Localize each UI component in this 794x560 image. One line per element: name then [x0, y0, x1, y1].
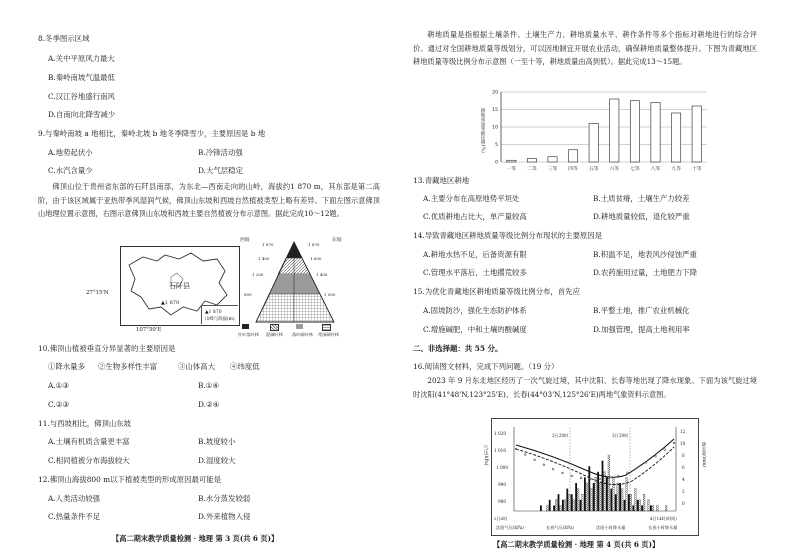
- shenyang-precip-bar: [580, 500, 582, 511]
- changchun-precip-bar: [656, 505, 658, 511]
- changchun-precip-bar: [639, 500, 641, 511]
- shenyang-precip-bar: [540, 505, 542, 511]
- changchun-pressure-marker: [580, 477, 582, 479]
- changchun-precip-bar: [582, 494, 584, 511]
- shenyang-pressure-line: [516, 439, 674, 477]
- vegetation-pyramid: 西坡 东坡 1 870 1 400 1 200 800 1 870 1 600 1 400 1 000 针叶落叶林 混阔叶林 落叶阔叶林 常绿阔叶林: [236, 236, 352, 340]
- right-page: [397, 0, 794, 560]
- bar-5: [589, 124, 598, 163]
- bar-10: [692, 106, 701, 162]
- shenyang-precip-bar: [624, 500, 626, 511]
- weather-left-axis-label: 气压(hPa): [483, 445, 488, 466]
- date-label-2-20: 2日20时: [552, 433, 569, 438]
- changchun-precip-bar: [630, 494, 632, 511]
- q16-material: 2023 年 9 月东北地区经历了一次气旋过境，其中沈阳、长春等地出现了降水现象。下面为该气旋过境时沈阳(41°48'N,123°25'E)、长春(44°03'N,125°26'E)两地气象资料示意图。: [413, 376, 757, 399]
- bar-3: [548, 157, 557, 162]
- date-label-start: 2日8时: [494, 516, 508, 521]
- shenyang-precip-bar: [593, 483, 595, 511]
- q8-option-a: A.关中平原风力最大: [48, 54, 115, 63]
- q11-stem: 11.与西坡相比，佛顶山东坡: [38, 419, 132, 428]
- bar-8: [651, 103, 660, 163]
- date-label-4-14: 4日14时(时间): [650, 516, 677, 521]
- q12-option-c: C.热量条件不足: [48, 512, 101, 521]
- shenyang-precip-bar: [597, 472, 599, 511]
- bar-chart-category-label: 九等: [671, 167, 681, 172]
- shenyang-precip-bar: [558, 494, 560, 511]
- changchun-precip-bar: [643, 494, 645, 511]
- q14-option-d: D.农药施用过量，土地肥力下降: [593, 268, 698, 277]
- changchun-pressure-marker: [534, 459, 536, 461]
- bar-chart-category-label: 六等: [609, 167, 620, 172]
- q11-option-c: C.相同植被分布海拔较大: [48, 456, 130, 465]
- weather-right-axis-label: 降水量(mm): [701, 442, 706, 467]
- changchun-precip-bar: [573, 500, 575, 511]
- bar-chart-category-label: 一等: [506, 167, 517, 172]
- changchun-pressure-marker: [608, 477, 610, 479]
- q10-factor-4: ④纬度低: [230, 362, 260, 371]
- changchun-pressure-marker: [524, 454, 526, 456]
- bar-chart-ytick: 5: [495, 143, 498, 149]
- changchun-precip-bar: [546, 505, 548, 511]
- latitude-label: 27°15'N: [86, 290, 109, 296]
- location-map: [120, 246, 240, 326]
- changchun-precip-bar: [608, 455, 610, 511]
- weather-chart-frame: 1 020 1 010 1 000 990 980 12 10 8 6 4 2 0 2日20时 3日20时 4日14时(时间) 2日8时 沈阳气压(hPa) 长春气压(hPa) 沈阳小时降水量 长春小时降水量: [491, 418, 699, 536]
- legend-changchun-precip: 长春小时降水量: [648, 525, 678, 530]
- legend-changchun-pressure: 长春气压(hPa): [546, 525, 574, 530]
- changchun-pressure-marker: [543, 464, 545, 466]
- bar-chart-category-label: 三等: [547, 167, 558, 172]
- shenyang-precip-bar: [602, 461, 604, 511]
- shenyang-precip-bar: [606, 477, 608, 511]
- changchun-pressure-marker: [571, 475, 573, 477]
- q14-option-a: A.耕地水热不足，后备资源有限: [423, 250, 527, 259]
- shenyang-precip-bar: [615, 494, 617, 511]
- shenyang-precip-bar: [575, 483, 577, 511]
- bar-9: [671, 113, 680, 162]
- q13-stem: 13.青藏地区耕地: [413, 176, 470, 185]
- changchun-pressure-marker: [515, 448, 517, 450]
- q15-option-d: D.加强管理，提高土地利用率: [593, 325, 690, 334]
- changchun-pressure-marker: [627, 472, 629, 474]
- q8-option-b: B.秦岭南坡气温最低: [48, 73, 115, 82]
- farmland-quality-bar-chart: [477, 86, 717, 176]
- q10-option-d: D.②④: [198, 400, 220, 409]
- changchun-precip-bar: [648, 500, 650, 511]
- bar-chart-category-label: 四等: [568, 167, 578, 172]
- q14-option-c: C.管理水平落后，土地撂荒较多: [423, 268, 527, 277]
- bar-chart-ytick: 20: [492, 90, 498, 96]
- shenyang-precip-bar: [566, 489, 568, 511]
- q10-option-b: B.①④: [198, 381, 220, 390]
- shenyang-precip-bar: [571, 494, 573, 511]
- q15-option-a: A.固坡防沙，强化生态防护体系: [423, 306, 527, 315]
- shenyang-precip-bar: [628, 494, 630, 511]
- bar-chart-ylabel: 耕地质量等级比例(%): [480, 108, 485, 153]
- shenyang-precip-bar: [584, 477, 586, 511]
- changchun-precip-bar: [555, 500, 557, 511]
- shenyang-precip-bar: [610, 489, 612, 511]
- changchun-pressure-marker: [645, 461, 647, 463]
- q14-stem: 14.导致青藏地区耕地质量等级比例分布现状的主要原因是: [413, 231, 603, 240]
- changchun-precip-bar: [586, 483, 588, 511]
- q9-option-c: C.水汽含量少: [48, 166, 93, 175]
- shenyang-precip-bar: [588, 466, 590, 511]
- q15-stem: 15.为优化青藏地区耕地质量等级比例分布，首先应: [413, 287, 580, 296]
- legend-shenyang-pressure: 沈阳气压(hPa): [496, 525, 524, 530]
- changchun-precip-bar: [612, 477, 614, 511]
- q10-factor-1: ①降水量多: [48, 362, 85, 371]
- passage-farmland: 耕地质量是指根据土壤条件、土壤生产力、耕地质量水平、耕作条件等多个指标对耕地进行的综合评价。通过对全国耕地质量等级划分，可以因地制宜开展农业活动，确保耕地质量整体提升。下图为青藏地区耕地质量等级比例分布示意图（一至十等，耕地质量由高到低）。据此完成13～15题。: [413, 30, 757, 66]
- pyramid-west-label: 西坡: [240, 238, 250, 243]
- changchun-pressure-marker: [664, 449, 666, 451]
- q16-stem: 16.阅读图文材料，完成下列问题。（19 分）: [413, 362, 559, 371]
- q11-option-b: B.坡度较小: [198, 437, 236, 446]
- changchun-pressure-marker: [673, 442, 675, 444]
- changchun-precip-bar: [590, 489, 592, 511]
- shenyang-precip-bar: [619, 483, 621, 511]
- q12-option-d: D.外来植物入侵: [198, 512, 251, 521]
- q11-option-a: A.土壤有机质含量更丰富: [48, 437, 130, 446]
- passage-foding-mountain: 佛顶山位于贵州省东部的石阡县南部，为东北—西南走向的山岭，海拔约1 870 m，其东部是第二高阶，由于该区域属于亚热带季风湿润气候，佛顶山东坡和西坡自然植被类型上略有差异。下面左图示意佛顶山地理位置示意图，右图示意佛顶山东坡和西坡主要自然植被分布示意图。据此完成10～12题。: [38, 182, 380, 218]
- q13-option-c: C.优质耕地占比大，单产量较高: [423, 212, 527, 221]
- section-two-heading: 二、非选择题：共 55 分。: [413, 344, 503, 353]
- q12-option-a: A.人类活动较强: [48, 494, 101, 503]
- map-legend: ▲1 870 山峰与海拔(m): [201, 305, 238, 324]
- shenyang-precip-bar: [632, 505, 634, 511]
- q12-stem: 12.佛顶山海拔800 m以下植被类型的形成原因最可能是: [38, 475, 222, 484]
- q14-option-b: B.积温不足，地表风沙侵蚀严重: [593, 250, 697, 259]
- shenyang-precip-bar: [553, 505, 555, 511]
- shenyang-precip-bar: [637, 500, 639, 511]
- shenyang-precip-bar: [562, 500, 564, 511]
- changchun-precip-bar: [560, 505, 562, 511]
- changchun-precip-bar: [595, 477, 597, 511]
- changchun-pressure-marker: [552, 468, 554, 470]
- changchun-precip-bar: [568, 494, 570, 511]
- bar-chart-ytick: 15: [492, 108, 498, 114]
- pyramid-east-label: 东坡: [332, 238, 342, 243]
- q15-option-b: B.平整土地，推广农业机械化: [593, 306, 690, 315]
- longitude-label: 107°50'E: [136, 327, 162, 333]
- changchun-precip-bar: [665, 505, 667, 511]
- shenyang-precip-bar: [650, 505, 652, 511]
- bar-chart-ytick: 10: [492, 125, 498, 131]
- pyramid-graphic: [236, 236, 352, 340]
- bar-chart-category-label: 七等: [630, 167, 640, 172]
- changchun-pressure-marker: [589, 478, 591, 480]
- q13-option-d: D.耕地质量较低，退化较严重: [593, 212, 690, 221]
- legend-swatch-deciduous: [296, 324, 303, 329]
- changchun-precip-bar: [652, 505, 654, 511]
- peak-label: ▲1 870: [161, 300, 180, 306]
- legend-swatch-conifer: [242, 324, 249, 329]
- changchun-pressure-marker: [655, 455, 657, 457]
- q9-option-b: B.冷锋活动强: [198, 148, 243, 157]
- changchun-pressure-marker: [636, 467, 638, 469]
- q9-option-d: D.大气层稳定: [198, 166, 243, 175]
- q9-stem: 9.与秦岭南坡 a 地相比，秦岭北坡 b 地冬季降雪少，主要原因是 b 地: [38, 129, 266, 138]
- q10-option-c: C.②③: [48, 400, 69, 409]
- q15-option-c: C.增施碱肥，中和土壤的酸碱度: [423, 325, 527, 334]
- q10-stem: 10.佛顶山植被垂直分异显著的主要原因是: [38, 344, 176, 353]
- bar-chart-category-label: 五等: [588, 167, 599, 172]
- bar-7: [630, 101, 639, 162]
- bar-4: [568, 150, 577, 162]
- q9-option-a: A.地势起伏小: [48, 148, 93, 157]
- q10-option-a: A.①③: [48, 381, 69, 390]
- q13-option-a: A.主要分布在高原地势平坦处: [423, 194, 520, 203]
- date-label-3-20: 3日20时: [612, 433, 629, 438]
- right-page-footer: 【高二期末教学质量检测 · 地理 第 4 页(共 6 页)】: [493, 540, 660, 549]
- changchun-precip-bar: [577, 489, 579, 511]
- bar-6: [610, 99, 619, 162]
- changchun-precip-bar: [564, 500, 566, 511]
- q11-option-d: D.湿度较大: [198, 456, 236, 465]
- q8-option-c: C.汉江谷地盛行南风: [48, 92, 115, 101]
- q8-option-d: D.自南向北降雪减少: [48, 110, 116, 119]
- q13-option-b: B.土质贫瘠，土壤生产力较差: [593, 194, 690, 203]
- changchun-precip-bar: [599, 483, 601, 511]
- changchun-pressure-marker: [562, 472, 564, 474]
- changchun-precip-bar: [621, 489, 623, 511]
- shenyang-precip-bar: [549, 500, 551, 511]
- q10-factor-2: ②生物多样性丰富: [98, 362, 158, 371]
- bar-chart-category-label: 二等: [527, 167, 537, 172]
- shenyang-precip-bar: [641, 505, 643, 511]
- bar-1: [507, 160, 516, 162]
- bar-2: [527, 159, 536, 163]
- changchun-pressure-marker: [617, 475, 619, 477]
- left-page-footer: 【高二期末教学质量检测 · 地理 第 3 页(共 6 页)】: [112, 534, 279, 543]
- bar-chart-ytick: 0: [495, 160, 498, 166]
- q8-stem: 8.冬季图示区域: [38, 34, 90, 43]
- county-label: 石阡县: [169, 282, 190, 290]
- bar-chart-category-label: 十等: [691, 167, 702, 172]
- q12-option-b: B.水分蒸发较弱: [198, 494, 251, 503]
- q10-factor-3: ③山体高大: [178, 362, 215, 371]
- bar-chart-category-label: 八等: [650, 167, 661, 172]
- changchun-pressure-marker: [599, 478, 601, 480]
- changchun-precip-bar: [634, 489, 636, 511]
- legend-shenyang-precip: 沈阳小时降水量: [596, 525, 626, 530]
- changchun-precip-bar: [617, 483, 619, 511]
- changchun-precip-bar: [604, 472, 606, 511]
